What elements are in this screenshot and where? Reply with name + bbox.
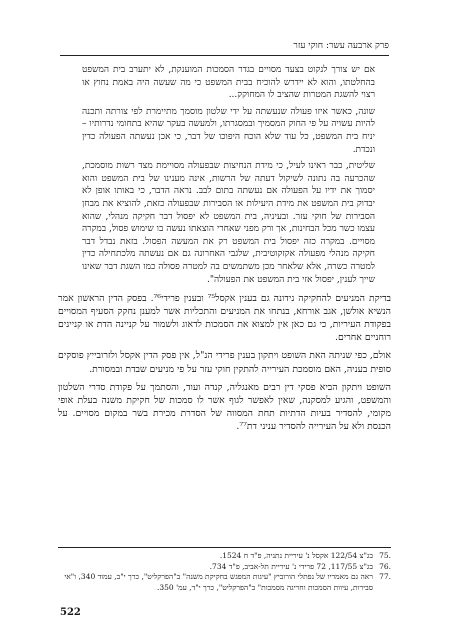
body-paragraph: בדיקת המניעים להחקיקה נידונה גם בענין אקסל⁷⁵ ובענין פרידי⁷⁶. בפסק הדין הראשון אמר הנשיא אולשן, אגב אורחא, בנתחו את המניעים והתכליות אשר למענן נחקק הסעיף המסויים בפקודת העיריות, כי גם כאן אין למצוא את הסמכות לדאוג ולשמור על קניינה הדת או קניינים רוחניים אחרים. bbox=[58, 293, 392, 344]
footnotes bbox=[58, 547, 391, 593]
quote-paragraph: שליטית, כבר ראינו לעיל, כי מידת הנחיצות שבפעולה מסויימת מצד רשות מוסמכת, שהכרעה בה נתונה לשיקול דעתה של הרשות, אינה מענינו של בית המשפט והוא יסמוך את ידיו על הפעולה אם נעשתה בתום לבב. נראה הדבר, כי באותו אופן לא יבדוק בית המשפט את מידת היעילות או הסבירות שבפעולה כזאת, להוציא את מבחן הסבירות של חוקי עזר. ובעיניה, בית המשפט לא יפסול דבר חקיקה מנהלי, שהוא עצמו כשר מכל הבחינות, אך ורק מפני שאחרי הוצאתו נעשה בו שימוש פסול, במקרה מסויים. במקרה כזה יפסול בית המשפט רק את המעשה הפסול. בזאת נבדל דבר חקיקה מנהלי מפעולה אקזקוטיבית, שלגבי האחרונה גם אם נעשתה מלכתחילה כדין למטרה כשרה, אלא שלאחר מכן משתמשים בה למטרה פסולה כמו השגת דבר שאינו שייך לענין, יפסול אזי בית המשפט את הפעולה". bbox=[82, 161, 375, 285]
block-quote bbox=[82, 64, 375, 286]
running-head: פרק ארבעה עשר: חוקי עזר bbox=[60, 40, 389, 56]
quote-paragraph: אם יש צורך לנקוט בצעד מסויים בגדר הסמכות המוענקת, לא יתערב בית המשפט בהחלטתו, והוא לא יידרש להוכיח בבית המשפט כי מה שעשה היה באמת נחוץ או רצוי להשגת המטרות שהציב לו המחוקק... bbox=[82, 65, 375, 101]
footnote-text: ראה גם מאמריו של נפתלי הורוביץ "עיגות המפגש בחקיקת משנה" ב"הפרקליט", כרך י"ב, עמוד 340, ו"אי סבירות, עיוות הסמכות וחריגה מסמכות" ב"הפרקליט", כרך י"ד, עמ' 350. bbox=[64, 572, 373, 592]
footnote-text: בג"צ 122/54 אקסל נ' עיריית נתניה, פ"ד ח 1524. bbox=[219, 551, 373, 560]
body-paragraph: אולם, כפי שניתה האת השופט ויתקון בענין פרידי הנ"ל, אין פסק הדין אקסל ולזרובייץ פוסקים סופית בעניה, האם מוסמכת העירייה להתקין חוקי עזר על פי מניעים שבדת ובמסורת. bbox=[58, 350, 391, 375]
footnote bbox=[58, 572, 391, 593]
body-paragraph: השופט ויתקון הביא פסקי דין רבים מאנגליה, קנדה ועוד, והסתמך על פקודת סדרי השלטון והמשפט, והגיע למסקנה, שאין לאפשר לגוף אשר לו סמכות של חקיקת משנה בעלת אופי מקומי, להסדיר בעיות הדתיות תחת המסווה של הסדרת מכירת בשר במקום מסויים. על הכנסת ולא על העירייה להסדיר עניני דת⁷⁷. bbox=[58, 381, 391, 432]
footnote-number: .76 bbox=[379, 561, 391, 571]
main-text bbox=[58, 64, 391, 438]
page-number: 522 bbox=[60, 607, 81, 618]
quote-paragraph: שונה, כאשר איזו פעולה שנעשתה על ידי שלטון מוסמך מתיימרת לפי צורתה ותכנה להיות עשויה על פי החוק המסמיך ובמסגרתו, ולמעשה בעקר שהיא בתחומי נדרותיו – יניח בית המשפט, כל עוד שלא הוכח היפוכו של דבר, כי אכן נעשתה הפעולה כדין ונכדת. bbox=[82, 106, 375, 155]
footnote bbox=[58, 551, 391, 562]
footnote-number: .75 bbox=[379, 551, 391, 560]
footnote-text: בג"צ 117/55, 72 פרידי נ' עיריית תל-אביב, פ"ד 734. bbox=[209, 561, 373, 571]
footnote-number: .77 bbox=[379, 572, 391, 581]
footnote bbox=[58, 562, 391, 573]
